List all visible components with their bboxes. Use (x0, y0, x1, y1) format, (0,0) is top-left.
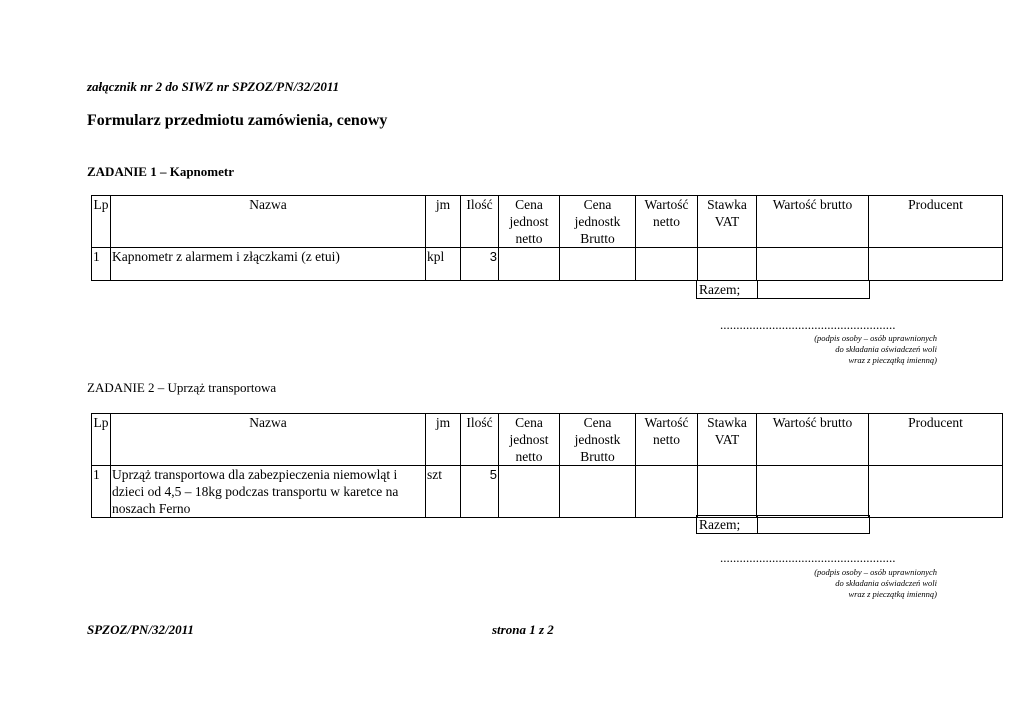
cell-wartosc-brutto[interactable] (757, 466, 869, 518)
cell-wartosc-netto[interactable] (636, 248, 698, 281)
cell-jm: szt (426, 466, 461, 518)
task1-table (91, 195, 1003, 281)
col-nazwa: Nazwa (111, 196, 426, 248)
col-wartosc-brutto: Wartość brutto (757, 414, 869, 466)
task1-heading: ZADANIE 1 – Kapnometr (87, 164, 234, 179)
cell-ilosc: 5 (461, 466, 499, 518)
cell-cena-brutto[interactable] (560, 466, 636, 518)
razem-label: Razem; (697, 281, 758, 299)
col-wartosc-netto: Wartość netto (636, 414, 698, 466)
signature-note (814, 567, 937, 600)
signature-line-2: do składania oświadczeń woli (835, 578, 937, 588)
cell-lp: 1 (92, 248, 111, 281)
col-cena-netto: Cena jednost netto (499, 196, 560, 248)
cell-wartosc-netto[interactable] (636, 466, 698, 518)
cell-nazwa: Uprząż transportowa dla zabezpieczenia niemowląt i dzieci od 4,5 – 18kg podczas transportu w karetce na noszach Ferno (111, 466, 426, 518)
col-jm: jm (426, 196, 461, 248)
cell-stawka-vat[interactable] (698, 466, 757, 518)
cell-cena-netto[interactable] (499, 466, 560, 518)
col-producent: Producent (869, 414, 1003, 466)
page-title: Formularz przedmiotu zamówienia, cenowy (87, 112, 388, 129)
col-wartosc-brutto: Wartość brutto (757, 196, 869, 248)
signature-line-3: wraz z pieczątką imienną) (848, 355, 937, 365)
cell-jm: kpl (426, 248, 461, 281)
task2-heading: ZADANIE 2 – Uprząż transportowa (87, 380, 277, 395)
annex-label: załącznik nr 2 do SIWZ nr SPZOZ/PN/32/2011 (87, 79, 340, 94)
signature-dots: ...................................................... (720, 317, 896, 332)
col-cena-netto: Cena jednost netto (499, 414, 560, 466)
cell-cena-brutto[interactable] (560, 248, 636, 281)
col-ilosc: Ilość (461, 414, 499, 466)
cell-wartosc-brutto[interactable] (757, 248, 869, 281)
signature-line-2: do składania oświadczeń woli (835, 344, 937, 354)
col-cena-brutto: Cena jednostk Brutto (560, 414, 636, 466)
signature-line-3: wraz z pieczątką imienną) (848, 589, 937, 599)
signature-note (814, 333, 937, 366)
col-jm: jm (426, 414, 461, 466)
col-stawka-vat: Stawka VAT (698, 196, 757, 248)
footer-reference: SPZOZ/PN/32/2011 (87, 622, 194, 637)
cell-cena-netto[interactable] (499, 248, 560, 281)
cell-lp: 1 (92, 466, 111, 518)
col-lp: Lp (92, 414, 111, 466)
col-wartosc-netto: Wartość netto (636, 196, 698, 248)
col-cena-brutto: Cena jednostk Brutto (560, 196, 636, 248)
cell-stawka-vat[interactable] (698, 248, 757, 281)
page-number: strona 1 z 2 (492, 622, 554, 637)
razem-value[interactable] (758, 281, 870, 299)
col-producent: Producent (869, 196, 1003, 248)
cell-producent[interactable] (869, 248, 1003, 281)
signature-line-1: (podpis osoby – osób uprawnionych (814, 333, 937, 343)
razem-value[interactable] (758, 516, 870, 534)
cell-nazwa: Kapnometr z alarmem i złączkami (z etui) (111, 248, 426, 281)
col-stawka-vat: Stawka VAT (698, 414, 757, 466)
signature-line-1: (podpis osoby – osób uprawnionych (814, 567, 937, 577)
task2-header-row (92, 414, 1003, 466)
col-lp: Lp (92, 196, 111, 248)
cell-ilosc: 3 (461, 248, 499, 281)
signature-dots: ...................................................... (720, 550, 896, 565)
table-row (92, 466, 1003, 518)
col-ilosc: Ilość (461, 196, 499, 248)
cell-producent[interactable] (869, 466, 1003, 518)
col-nazwa: Nazwa (111, 414, 426, 466)
task1-razem (696, 280, 870, 299)
task2-table (91, 413, 1003, 518)
razem-label: Razem; (697, 516, 758, 534)
task2-razem (696, 515, 870, 534)
task1-header-row (92, 196, 1003, 248)
table-row (92, 248, 1003, 281)
